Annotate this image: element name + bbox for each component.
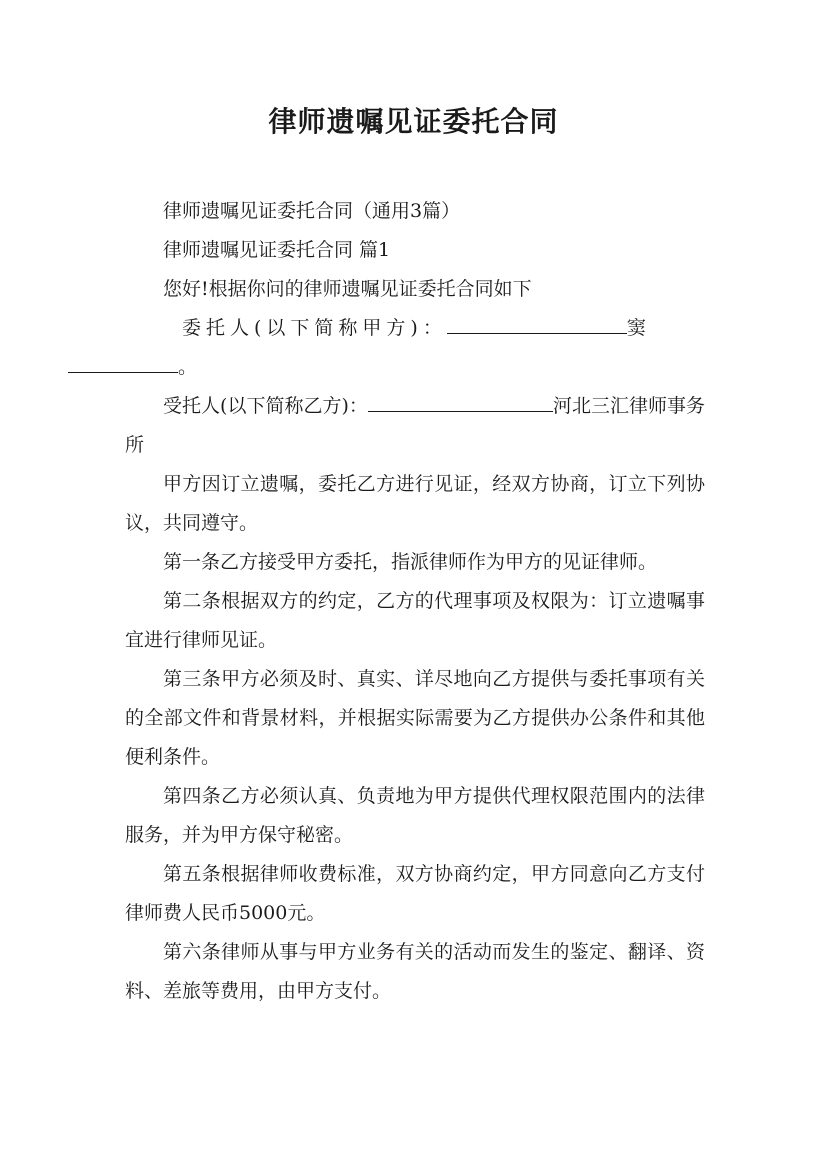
- client-name-blank: [447, 313, 627, 334]
- agent-value: 河北三汇律师事务所: [125, 395, 705, 456]
- article-5: 第五条根据律师收费标准，双方协商约定，甲方同意向乙方支付律师费人民币5000元。: [125, 863, 705, 924]
- document-title: 律师遗嘱见证委托合同: [268, 105, 559, 138]
- client-name-blank-2: [68, 352, 178, 373]
- document-body: [125, 192, 705, 1011]
- agent-label: 受托人(以下简称乙方)：: [163, 395, 368, 417]
- article-1: 第一条乙方接受甲方委托，指派律师作为甲方的见证律师。: [163, 551, 658, 573]
- section-heading: 律师遗嘱见证委托合同 篇1: [163, 239, 391, 261]
- article-4: 第四条乙方必须认真、负责地为甲方提供代理权限范围内的法律服务，并为甲方保守秘密。: [125, 785, 705, 846]
- article-6: 第六条律师从事与甲方业务有关的活动而发生的鉴定、翻译、资料、差旅等费用，由甲方支付。: [125, 941, 705, 1002]
- client-end: 。: [178, 356, 203, 378]
- paragraph: 甲方因订立遗嘱，委托乙方进行见证，经双方协商，订立下列协议，共同遵守。: [125, 473, 705, 534]
- client-tail: 窦: [626, 317, 651, 339]
- client-label: 委托人(以下简称甲方)：: [182, 317, 447, 339]
- intro-line: 您好!根据你问的律师遗嘱见证委托合同如下: [163, 278, 532, 300]
- agent-line: [125, 387, 705, 465]
- article-3: 第三条甲方必须及时、真实、详尽地向乙方提供与委托事项有关的全部文件和背景材料，并根据实际需要为乙方提供办公条件和其他便利条件。: [125, 668, 705, 768]
- client-line: [125, 309, 705, 387]
- agent-name-blank: [368, 391, 553, 412]
- article-2: 第二条根据双方的约定，乙方的代理事项及权限为：订立遗嘱事宜进行律师见证。: [125, 590, 705, 651]
- subtitle-line: 律师遗嘱见证委托合同（通用3篇）: [163, 200, 461, 222]
